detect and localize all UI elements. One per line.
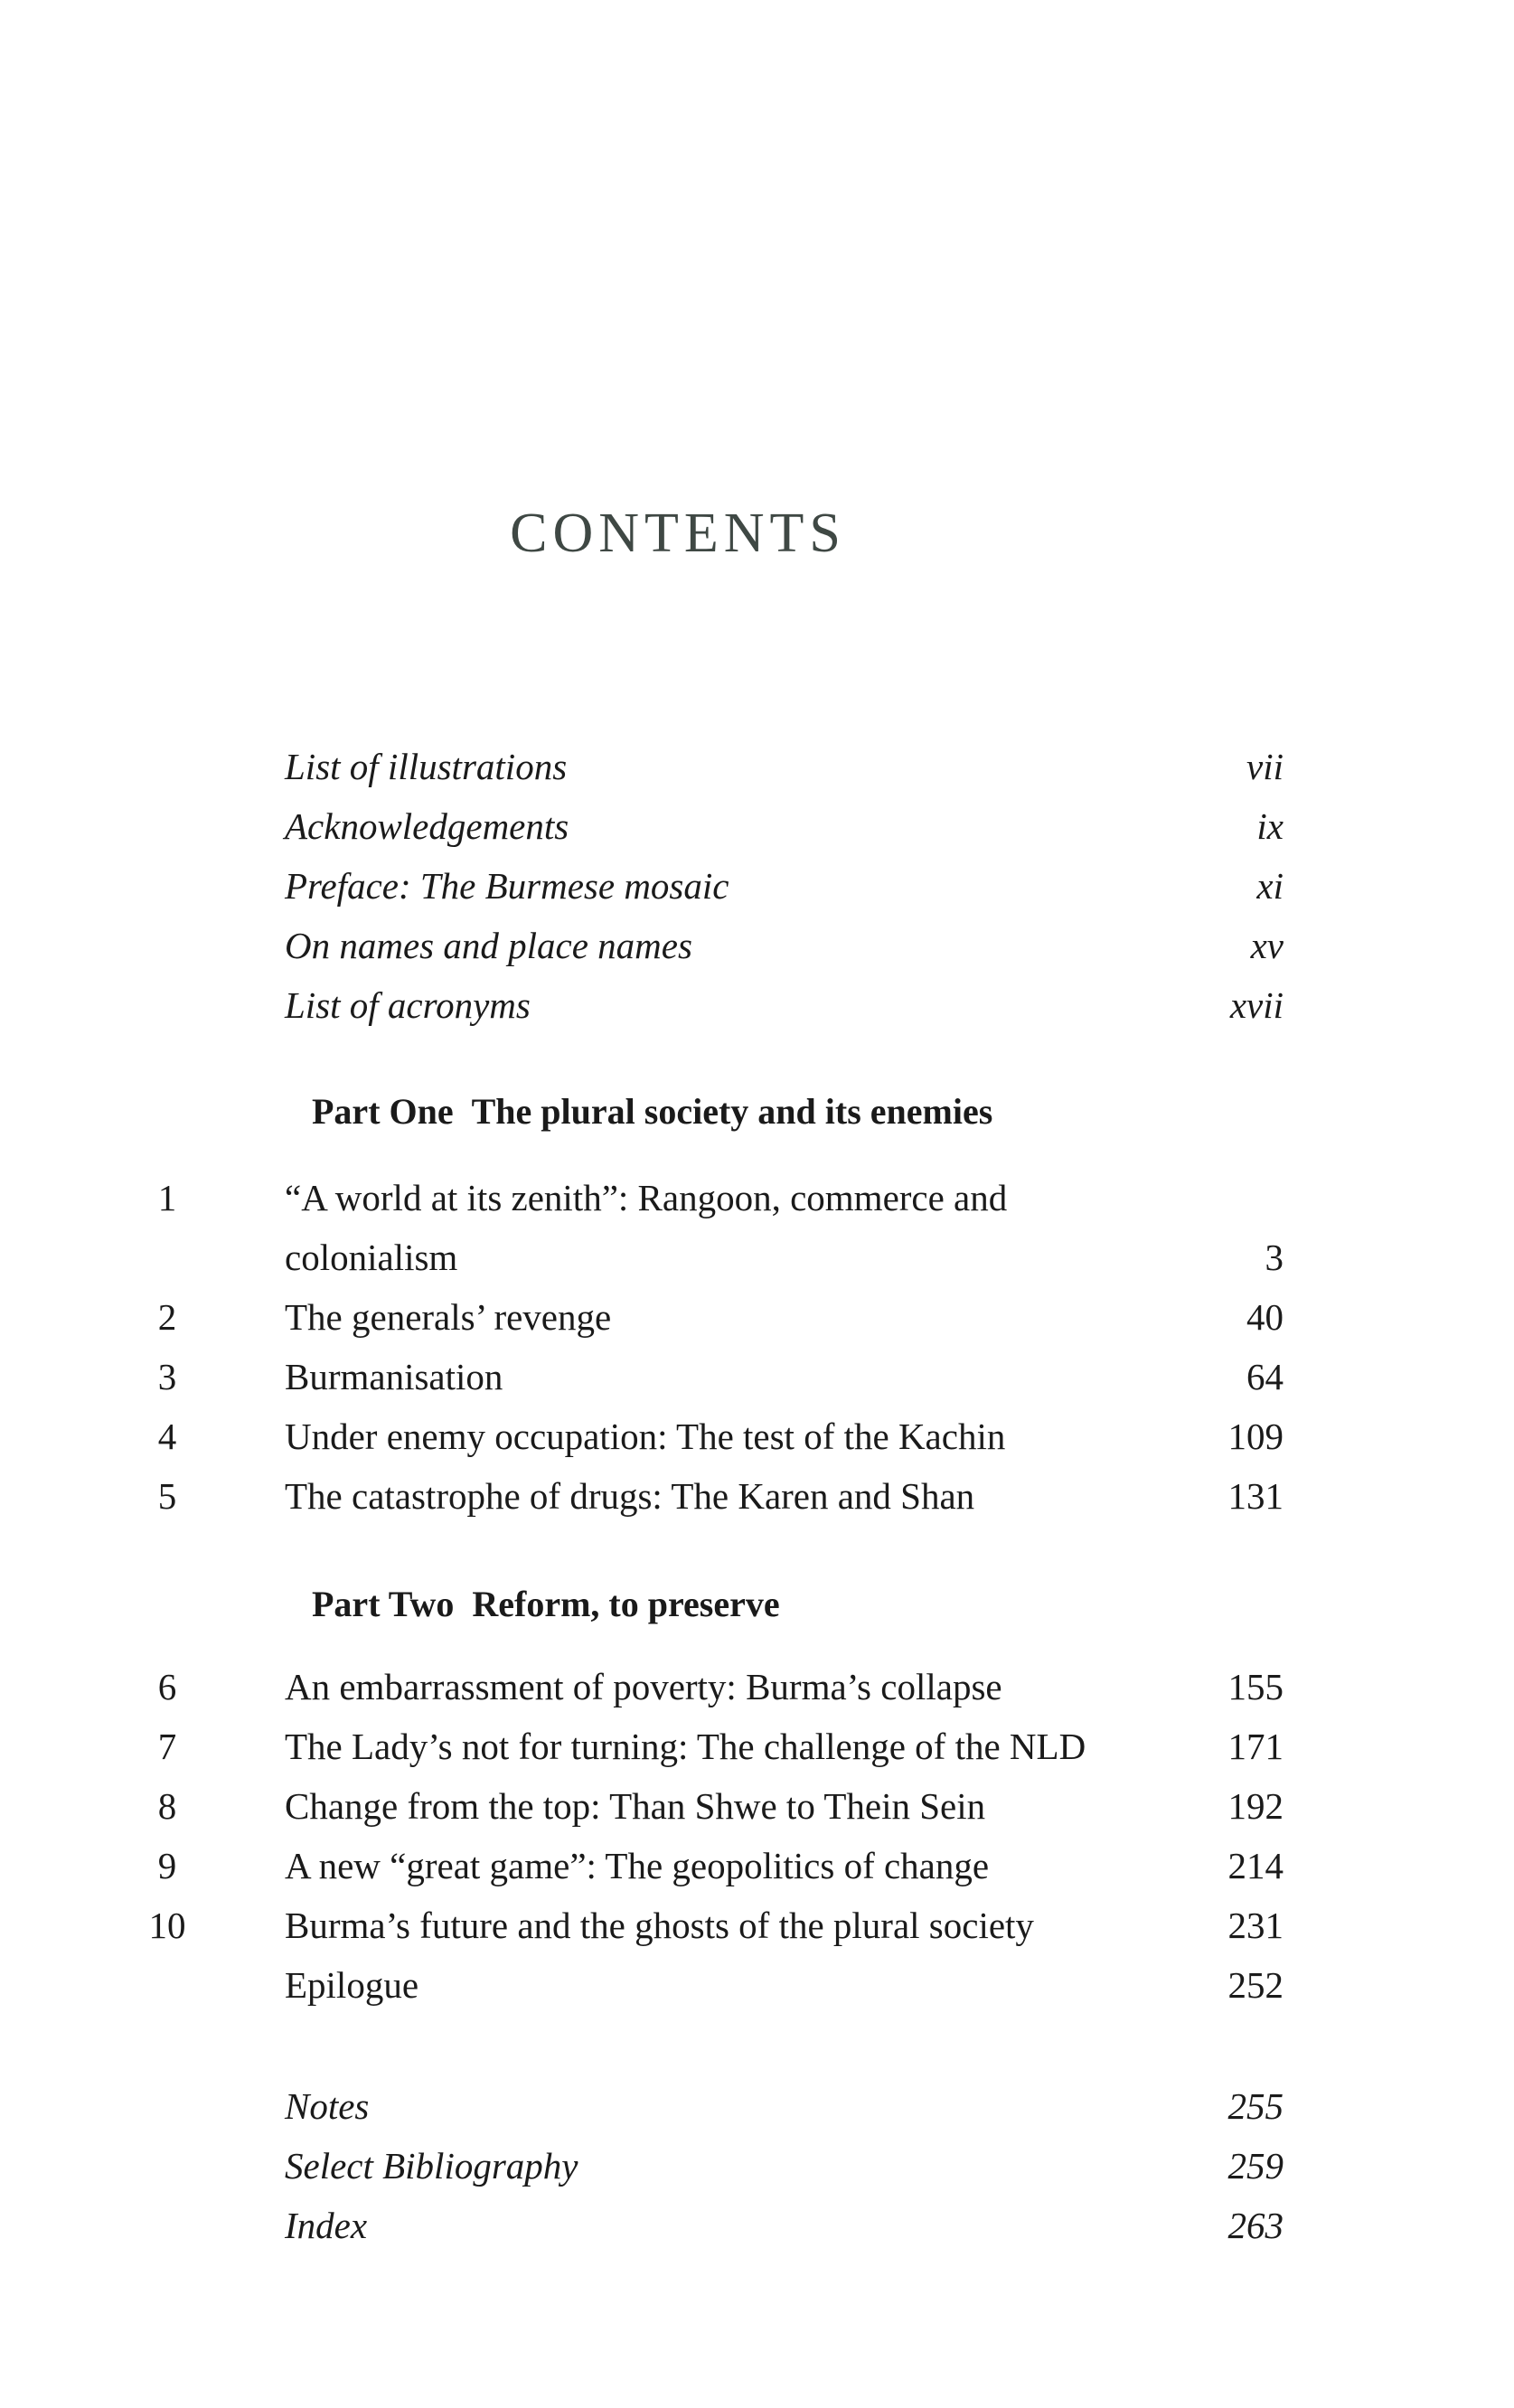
toc-chapter[interactable] bbox=[0, 1958, 1514, 2012]
chapter-number: 10 bbox=[148, 1905, 186, 1946]
toc-entry-page: xv bbox=[1250, 925, 1284, 966]
toc-entry-label: List of acronyms bbox=[285, 984, 531, 1026]
toc-entry-page: ix bbox=[1256, 805, 1284, 847]
chapter-title: The generals’ revenge bbox=[285, 1296, 612, 1338]
toc-entry-label: On names and place names bbox=[285, 925, 692, 966]
toc-entry[interactable] bbox=[0, 859, 1514, 913]
toc-chapter[interactable] bbox=[0, 1779, 1514, 1833]
toc-entry-label: Index bbox=[285, 2205, 368, 2246]
toc-entry-page: vii bbox=[1246, 746, 1284, 787]
toc-entry[interactable] bbox=[0, 739, 1514, 794]
toc-entry-page: 263 bbox=[1227, 2205, 1284, 2246]
part-two-heading bbox=[312, 1577, 780, 1632]
toc-chapter[interactable] bbox=[0, 1898, 1514, 1952]
chapter-page: 3 bbox=[1265, 1237, 1284, 1278]
toc-entry-label: Notes bbox=[285, 2085, 370, 2127]
chapter-page: 252 bbox=[1227, 1964, 1284, 2006]
toc-chapter[interactable] bbox=[0, 1409, 1514, 1463]
toc-entry-label: Acknowledgements bbox=[285, 805, 569, 847]
toc-entry[interactable] bbox=[0, 2198, 1514, 2253]
part-one-title: The plural society and its enemies bbox=[471, 1091, 993, 1132]
toc-chapter[interactable] bbox=[0, 1719, 1514, 1773]
part-two-title: Reform, to preserve bbox=[472, 1584, 780, 1624]
chapter-number: 5 bbox=[157, 1475, 177, 1517]
chapter-page: 155 bbox=[1227, 1666, 1284, 1707]
toc-entry-label: List of illustrations bbox=[285, 746, 568, 787]
toc-chapter[interactable] bbox=[0, 1469, 1514, 1523]
toc-chapter[interactable] bbox=[0, 1839, 1514, 1893]
toc-entry[interactable] bbox=[0, 978, 1514, 1032]
chapter-page: 171 bbox=[1227, 1726, 1284, 1767]
toc-entry-page: xi bbox=[1256, 865, 1284, 907]
chapter-title: Under enemy occupation: The test of the Kachin bbox=[285, 1416, 1006, 1457]
toc-entry-label: Select Bibliography bbox=[285, 2145, 578, 2187]
toc-chapter[interactable] bbox=[0, 1171, 1514, 1225]
toc-entry[interactable] bbox=[0, 918, 1514, 973]
chapter-page: 64 bbox=[1246, 1356, 1284, 1397]
chapter-page: 231 bbox=[1227, 1905, 1284, 1946]
chapter-title: Epilogue bbox=[285, 1964, 419, 2006]
chapter-title: “A world at its zenith”: Rangoon, commerce and bbox=[285, 1177, 1008, 1218]
chapter-title: Burma’s future and the ghosts of the plural society bbox=[285, 1905, 1034, 1946]
chapter-title: A new “great game”: The geopolitics of change bbox=[285, 1845, 990, 1886]
toc-chapter[interactable] bbox=[0, 1290, 1514, 1344]
toc-entry-label: Preface: The Burmese mosaic bbox=[285, 865, 729, 907]
chapter-title: Burmanisation bbox=[285, 1356, 503, 1397]
toc-chapter-continuation[interactable] bbox=[0, 1230, 1514, 1284]
toc-entry-page: xvii bbox=[1229, 984, 1284, 1026]
toc-chapter[interactable] bbox=[0, 1350, 1514, 1404]
chapter-number: 2 bbox=[157, 1296, 177, 1338]
toc-entry-page: 255 bbox=[1227, 2085, 1284, 2127]
chapter-title-continued: colonialism bbox=[285, 1237, 458, 1278]
chapter-number: 3 bbox=[157, 1356, 177, 1397]
chapter-number: 9 bbox=[157, 1845, 177, 1886]
chapter-page: 192 bbox=[1227, 1785, 1284, 1827]
chapter-title: The catastrophe of drugs: The Karen and Shan bbox=[285, 1475, 975, 1517]
part-two-number: Part Two bbox=[312, 1584, 455, 1624]
toc-chapter[interactable] bbox=[0, 1660, 1514, 1714]
chapter-number: 6 bbox=[157, 1666, 177, 1707]
chapter-title: An embarrassment of poverty: Burma’s collapse bbox=[285, 1666, 1002, 1707]
toc-entry-page: 259 bbox=[1227, 2145, 1284, 2187]
toc-entry[interactable] bbox=[0, 799, 1514, 853]
chapter-page: 214 bbox=[1227, 1845, 1284, 1886]
part-one-number: Part One bbox=[312, 1091, 454, 1132]
chapter-number: 4 bbox=[157, 1416, 177, 1457]
chapter-number: 1 bbox=[157, 1177, 177, 1218]
part-one-heading bbox=[312, 1085, 992, 1139]
toc-entry[interactable] bbox=[0, 2079, 1514, 2133]
chapter-number: 8 bbox=[157, 1785, 177, 1827]
chapter-page: 131 bbox=[1227, 1475, 1284, 1517]
toc-entry[interactable] bbox=[0, 2139, 1514, 2193]
chapter-page: 40 bbox=[1246, 1296, 1284, 1338]
chapter-title: Change from the top: Than Shwe to Thein Sein bbox=[285, 1785, 986, 1827]
chapter-number: 7 bbox=[157, 1726, 177, 1767]
chapter-title: The Lady’s not for turning: The challenge of the NLD bbox=[285, 1726, 1086, 1767]
chapter-page: 109 bbox=[1227, 1416, 1284, 1457]
page-title: CONTENTS bbox=[510, 503, 846, 564]
